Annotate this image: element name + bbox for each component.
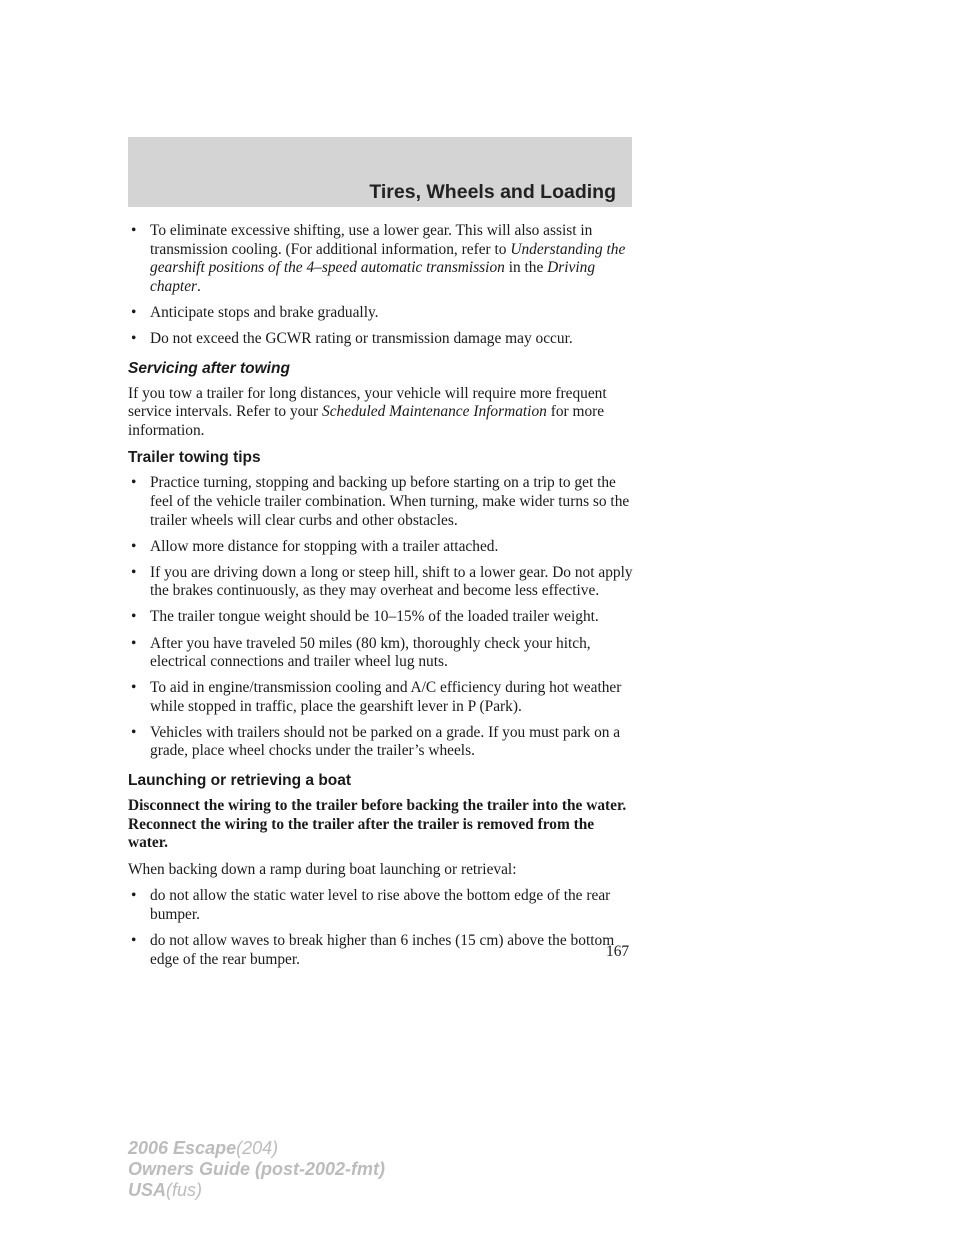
towing-tip-item: • Practice turning, stopping and backing up before starting on a trip to get the feel of the vehicle trailer combination. When turning, make wider turns so the trailer wheels will clear curbs and other obstacles.	[131, 474, 630, 529]
bullet-mark: •	[131, 563, 137, 581]
boat-intro: When backing down a ramp during boat launching or retrieval:	[128, 860, 517, 878]
intro-bullet-item: • Anticipate stops and brake gradually.	[131, 303, 379, 321]
towing-tip-item: • To aid in engine/transmission cooling and A/C efficiency during hot weather while stopped in traffic, place the gearshift lever in P (Park).	[131, 679, 622, 715]
bullet-mark: •	[131, 887, 137, 905]
bullet-mark: •	[131, 608, 137, 626]
bullet-mark: •	[131, 222, 137, 239]
footer-line-1: 2006 Escape(204)	[128, 1138, 279, 1158]
footer-line-2: Owners Guide (post-2002-fmt)	[128, 1159, 386, 1179]
towing-tip-item: • The trailer tongue weight should be 10–15% of the loaded trailer weight.	[131, 608, 599, 626]
intro-bullet-item: • Do not exceed the GCWR rating or transmission damage may occur.	[131, 329, 573, 347]
towing-tips-list	[128, 474, 634, 761]
bullet-mark: •	[131, 537, 137, 555]
page-content	[128, 222, 634, 977]
footer-line-3: USA(fus)	[128, 1180, 203, 1200]
bullet-mark: •	[131, 634, 137, 652]
servicing-heading: Servicing after towing	[128, 359, 290, 377]
document-footer	[128, 1138, 385, 1201]
intro-bullet-list	[128, 222, 634, 349]
bullet-mark: •	[131, 329, 137, 347]
towing-tip-item: • After you have traveled 50 miles (80 km), thoroughly check your hitch, electrical connections and trailer wheel lug nuts.	[131, 634, 591, 671]
boat-heading: Launching or retrieving a boat	[128, 772, 352, 790]
bullet-mark: •	[131, 932, 137, 950]
bullet-mark: •	[131, 679, 137, 697]
servicing-paragraph: If you tow a trailer for long distances, your vehicle will require more frequent service intervals. Refer to your Scheduled Maintenance Information for more information.	[128, 384, 607, 439]
bullet-mark: •	[131, 303, 137, 321]
boat-warning: Disconnect the wiring to the trailer before backing the trailer into the water. Reconnect the wiring to the trailer after the trailer is removed from the water.	[128, 797, 627, 852]
towing-tips-heading: Trailer towing tips	[128, 449, 261, 467]
bullet-mark: •	[131, 474, 137, 492]
intro-bullet-item: • To eliminate excessive shifting, use a lower gear. This will also assist in transmission cooling. (For additional information, refer to Understanding the gearshift positions of the 4–speed automatic transmission in the Driving chapter.	[131, 222, 626, 295]
boat-bullet-list	[128, 887, 634, 969]
towing-tip-item: • Allow more distance for stopping with a trailer attached.	[131, 537, 499, 555]
towing-tip-item: • If you are driving down a long or steep hill, shift to a lower gear. Do not apply the brakes continuously, as they may overheat and become less effective.	[131, 563, 633, 600]
towing-tip-item: • Vehicles with trailers should not be parked on a grade. If you must park on a grade, place wheel chocks under the trailer’s wheels.	[131, 723, 621, 760]
chapter-title: Tires, Wheels and Loading	[369, 181, 616, 203]
boat-bullet-item: • do not allow the static water level to rise above the bottom edge of the rear bumper.	[131, 887, 611, 924]
boat-bullet-item: • do not allow waves to break higher than 6 inches (15 cm) above the bottom edge of the rear bumper.	[131, 932, 615, 968]
bullet-mark: •	[131, 723, 137, 741]
page-number: 167	[606, 943, 630, 960]
chapter-header-band	[128, 137, 632, 207]
